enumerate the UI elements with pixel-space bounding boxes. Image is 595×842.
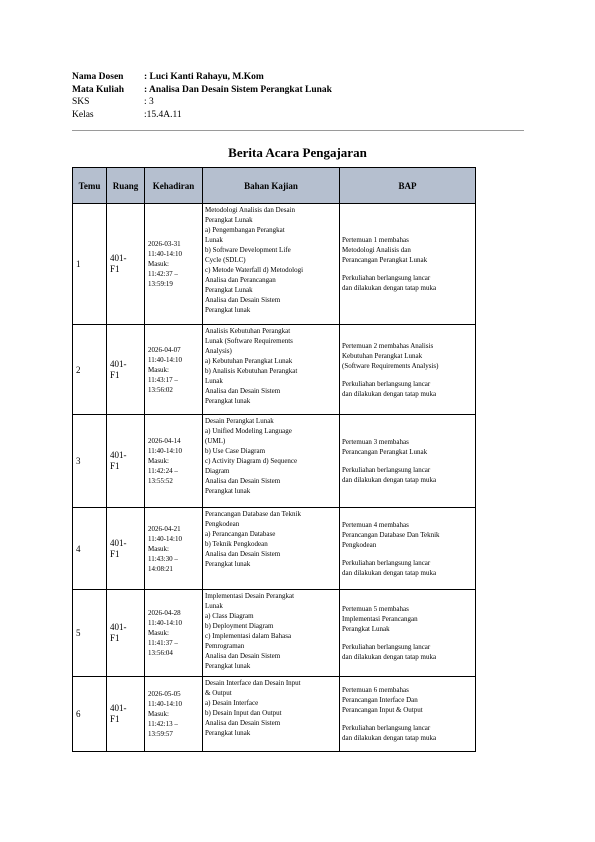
- cell-ruang: [107, 508, 145, 590]
- bap-line: dan dilakukan dengan tatap muka: [342, 389, 437, 398]
- kehadiran-line: Masuk:: [148, 365, 169, 374]
- kehadiran-line: 11:40-14:10: [148, 700, 182, 708]
- kehadiran-line: Masuk:: [148, 457, 169, 465]
- bap-line: Perancangan Perangkat Lunak: [342, 256, 428, 264]
- temu-number: 5: [76, 628, 81, 638]
- bap-line: Perkuliahan berlangsung lancar: [342, 379, 431, 388]
- col-header-bap: BAP: [340, 168, 476, 204]
- bap-line: Metodologi Analisis dan: [342, 246, 411, 254]
- bahan-line: b) Desain Input dan Output: [205, 709, 282, 717]
- bap-line: dan dilakukan dengan tatap muka: [342, 734, 437, 742]
- cell-bahan-kajian: [203, 204, 340, 325]
- bahan-line: Analisa dan Desain Sistem: [205, 387, 281, 395]
- bahan-line: Analisa dan Perancangan: [205, 276, 276, 284]
- bahan-line: Perangkat lunak: [205, 487, 251, 495]
- cell-temu: [73, 677, 107, 752]
- bap-line: Perkuliahan berlangsung lancar: [342, 274, 431, 282]
- bahan-line: Metodologi Analisis dan Desain: [205, 206, 296, 214]
- kehadiran-line: 11:42:37 –: [148, 270, 178, 278]
- cell-bap: [340, 325, 476, 415]
- bap-line: dan dilakukan dengan tatap muka: [342, 284, 437, 292]
- ruang-line: 401-: [110, 450, 127, 460]
- kehadiran-line: Masuk:: [148, 260, 169, 268]
- bap-line: dan dilakukan dengan tatap muka: [342, 476, 437, 484]
- bap-gap: [342, 371, 473, 379]
- kehadiran-line: 11:40-14:10: [148, 534, 182, 543]
- bap-line: (Software Requirements Analysis): [342, 361, 439, 370]
- info-row-dosen: [72, 71, 332, 84]
- bahan-line: Lunak: [205, 602, 223, 610]
- bahan-line: Lunak: [205, 377, 223, 385]
- info-label: Nama Dosen: [72, 72, 124, 82]
- bahan-line: Perangkat lunak: [205, 662, 251, 670]
- info-value: : Analisa Dan Desain Sistem Perangkat Lunak: [144, 84, 332, 95]
- bahan-line: c) Metode Waterfall d) Metodologi: [205, 266, 304, 274]
- kehadiran-line: 11:40-14:10: [148, 355, 182, 364]
- kehadiran-line: 11:43:30 –: [148, 554, 178, 563]
- kehadiran-line: 13:59:19: [148, 280, 173, 288]
- kehadiran-line: 2026-05-05: [148, 690, 181, 698]
- cell-temu: [73, 508, 107, 590]
- temu-number: 4: [76, 543, 81, 554]
- ruang-line: F1: [110, 548, 120, 559]
- cell-kehadiran: [145, 415, 203, 508]
- ruang-line: F1: [110, 264, 120, 274]
- bahan-line: Perangkat Lunak: [205, 216, 253, 224]
- info-row-sks: [72, 96, 332, 109]
- bahan-line: b) Use Case Diagram: [205, 447, 266, 455]
- ruang-line: 401-: [110, 253, 127, 263]
- bahan-line: Perangkat Lunak: [205, 286, 253, 294]
- kehadiran-line: 14:08:21: [148, 564, 173, 573]
- info-value: :15.4A.11: [144, 109, 182, 120]
- info-value: : Luci Kanti Rahayu, M.Kom: [144, 72, 264, 82]
- bap-line: Pertemuan 1 membahas: [342, 236, 409, 244]
- bahan-line: Analisa dan Desain Sistem: [205, 477, 281, 485]
- bahan-line: Analysis): [205, 347, 232, 355]
- kehadiran-line: Masuk:: [148, 544, 169, 553]
- col-header-temu: Temu: [73, 168, 107, 204]
- table-row: [73, 415, 476, 508]
- bahan-line: Implementasi Desain Perangkat: [205, 592, 295, 600]
- info-value: : 3: [144, 97, 154, 107]
- bahan-line: Lunak (Software Requirements: [205, 337, 293, 345]
- cell-ruang: [107, 325, 145, 415]
- bap-gap: [342, 634, 473, 642]
- bap-line: dan dilakukan dengan tatap muka: [342, 568, 437, 577]
- bap-line: Pertemuan 4 membahas: [342, 520, 409, 529]
- kehadiran-line: Masuk:: [148, 710, 169, 718]
- bahan-line: Analisa dan Desain Sistem: [205, 296, 281, 304]
- cell-bap: [340, 508, 476, 590]
- bap-line: Pertemuan 5 membahas: [342, 605, 409, 613]
- kehadiran-line: 2026-03-31: [148, 240, 181, 248]
- cell-kehadiran: [145, 677, 203, 752]
- temu-number: 1: [76, 259, 81, 269]
- cell-kehadiran: [145, 325, 203, 415]
- kehadiran-line: Masuk:: [148, 629, 169, 637]
- bahan-line: Pemrograman: [205, 642, 245, 650]
- table-header-row: [73, 168, 476, 204]
- kehadiran-line: 11:42:24 –: [148, 467, 178, 475]
- bahan-line: Diagram: [205, 467, 230, 475]
- kehadiran-line: 2026-04-14: [148, 437, 181, 445]
- kehadiran-line: 13:56:04: [148, 649, 173, 657]
- ruang-line: 401-: [110, 622, 127, 632]
- bap-table: [72, 167, 476, 752]
- kehadiran-line: 11:43:17 –: [148, 375, 178, 384]
- bap-line: Perkuliahan berlangsung lancar: [342, 466, 431, 474]
- temu-number: 6: [76, 709, 81, 719]
- table-body: [73, 204, 476, 752]
- bahan-line: Analisa dan Desain Sistem: [205, 550, 281, 558]
- cell-bahan-kajian: [203, 508, 340, 590]
- kehadiran-line: 11:40-14:10: [148, 619, 182, 627]
- bahan-line: Perancangan Database dan Teknik: [205, 510, 301, 518]
- bahan-line: Desain Perangkat Lunak: [205, 417, 274, 425]
- bap-line: Perancangan Perangkat Lunak: [342, 448, 428, 456]
- ruang-line: F1: [110, 369, 120, 380]
- bahan-line: Perangkat lunak: [205, 397, 251, 405]
- kehadiran-line: 13:55:52: [148, 477, 173, 485]
- col-header-bahan-kajian: Bahan Kajian: [203, 168, 340, 204]
- bap-line: Perkuliahan berlangsung lancar: [342, 724, 431, 732]
- table-row: [73, 677, 476, 752]
- bap-line: Kebutuhan Perangkat Lunak: [342, 351, 423, 360]
- bap-gap: [342, 457, 473, 465]
- course-info: [72, 71, 332, 121]
- info-label: Kelas: [72, 109, 94, 120]
- bahan-line: Lunak: [205, 236, 223, 244]
- cell-kehadiran: [145, 204, 203, 325]
- bap-line: Pertemuan 6 membahas: [342, 686, 409, 694]
- bahan-line: & Output: [205, 689, 232, 697]
- table-row: [73, 508, 476, 590]
- bahan-line: a) Kebutuhan Perangkat Lunak: [205, 357, 293, 365]
- info-label: Mata Kuliah: [72, 84, 124, 95]
- kehadiran-line: 11:41:37 –: [148, 639, 178, 647]
- bahan-line: b) Analisis Kebutuhan Perangkat: [205, 367, 298, 375]
- kehadiran-line: 13:59:57: [148, 730, 173, 738]
- info-row-mata-kuliah: [72, 84, 332, 97]
- bahan-line: a) Pengembangan Perangkat: [205, 226, 285, 234]
- cell-bahan-kajian: [203, 325, 340, 415]
- bahan-line: Cycle (SDLC): [205, 256, 246, 264]
- kehadiran-line: 11:40-14:10: [148, 250, 182, 258]
- bap-line: Perkuliahan berlangsung lancar: [342, 558, 431, 567]
- kehadiran-line: 2026-04-28: [148, 609, 181, 617]
- col-header-kehadiran: Kehadiran: [145, 168, 203, 204]
- bahan-line: c) Activity Diagram d) Sequence: [205, 457, 298, 465]
- bahan-line: Desain Interface dan Desain Input: [205, 679, 301, 687]
- cell-ruang: [107, 677, 145, 752]
- bap-line: Perangkat Lunak: [342, 625, 390, 633]
- table-row: [73, 590, 476, 677]
- ruang-line: 401-: [110, 358, 127, 369]
- cell-ruang: [107, 204, 145, 325]
- cell-kehadiran: [145, 590, 203, 677]
- bap-line: Pengkodean: [342, 540, 377, 549]
- ruang-line: 401-: [110, 703, 127, 713]
- bahan-line: a) Unified Modeling Language: [205, 427, 292, 435]
- bap-line: dan dilakukan dengan tatap muka: [342, 653, 437, 661]
- cell-bap: [340, 204, 476, 325]
- bap-gap: [342, 265, 473, 273]
- ruang-line: 401-: [110, 537, 127, 548]
- cell-temu: [73, 204, 107, 325]
- temu-number: 2: [76, 364, 81, 375]
- bap-gap: [342, 550, 473, 558]
- kehadiran-line: 2026-04-21: [148, 524, 181, 533]
- table-row: [73, 325, 476, 415]
- cell-temu: [73, 325, 107, 415]
- bap-line: Pertemuan 3 membahas: [342, 438, 409, 446]
- bahan-line: c) Implementasi dalam Bahasa: [205, 632, 292, 640]
- bap-line: Implementasi Perancangan: [342, 615, 418, 623]
- bahan-line: Pengkodean: [205, 520, 240, 528]
- info-label: SKS: [72, 97, 90, 107]
- cell-bap: [340, 677, 476, 752]
- cell-ruang: [107, 415, 145, 508]
- ruang-line: F1: [110, 714, 120, 724]
- kehadiran-line: 13:56:02: [148, 385, 173, 394]
- bahan-line: a) Desain Interface: [205, 699, 259, 707]
- info-row-kelas: [72, 109, 332, 122]
- bahan-line: b) Software Development Life: [205, 246, 291, 254]
- bahan-line: Perangkat lunak: [205, 306, 251, 314]
- bap-line: Perancangan Interface Dan: [342, 696, 418, 704]
- bap-line: Perancangan Input & Output: [342, 706, 423, 714]
- cell-ruang: [107, 590, 145, 677]
- bap-gap: [342, 715, 473, 723]
- ruang-line: F1: [110, 633, 120, 643]
- bahan-line: Analisa dan Desain Sistem: [205, 719, 281, 727]
- bahan-line: a) Perancangan Database: [205, 530, 276, 538]
- col-header-ruang: Ruang: [107, 168, 145, 204]
- cell-bahan-kajian: [203, 590, 340, 677]
- cell-bahan-kajian: [203, 415, 340, 508]
- cell-temu: [73, 415, 107, 508]
- bahan-line: (UML): [205, 437, 226, 445]
- ruang-line: F1: [110, 461, 120, 471]
- table-row: [73, 204, 476, 325]
- bahan-line: Perangkat lunak: [205, 729, 251, 737]
- bahan-line: Analisa dan Desain Sistem: [205, 652, 281, 660]
- cell-bahan-kajian: [203, 677, 340, 752]
- kehadiran-line: 2026-04-07: [148, 345, 181, 354]
- bahan-line: a) Class Diagram: [205, 612, 254, 620]
- divider: [72, 130, 524, 131]
- cell-bap: [340, 590, 476, 677]
- page-title: Berita Acara Pengajaran: [228, 145, 367, 160]
- temu-number: 3: [76, 456, 81, 466]
- bahan-line: Perangkat lunak: [205, 560, 251, 568]
- cell-bap: [340, 415, 476, 508]
- cell-kehadiran: [145, 508, 203, 590]
- bahan-line: b) Deployment Diagram: [205, 622, 274, 630]
- bap-line: Perkuliahan berlangsung lancar: [342, 643, 431, 651]
- kehadiran-line: 11:40-14:10: [148, 447, 182, 455]
- kehadiran-line: 11:42:13 –: [148, 720, 178, 728]
- bahan-line: Analisis Kebutuhan Perangkat: [205, 327, 291, 335]
- bap-line: Perancangan Database Dan Teknik: [342, 530, 440, 539]
- bahan-line: b) Teknik Pengkodean: [205, 540, 268, 548]
- cell-temu: [73, 590, 107, 677]
- bap-line: Pertemuan 2 membahas Analisis: [342, 341, 434, 350]
